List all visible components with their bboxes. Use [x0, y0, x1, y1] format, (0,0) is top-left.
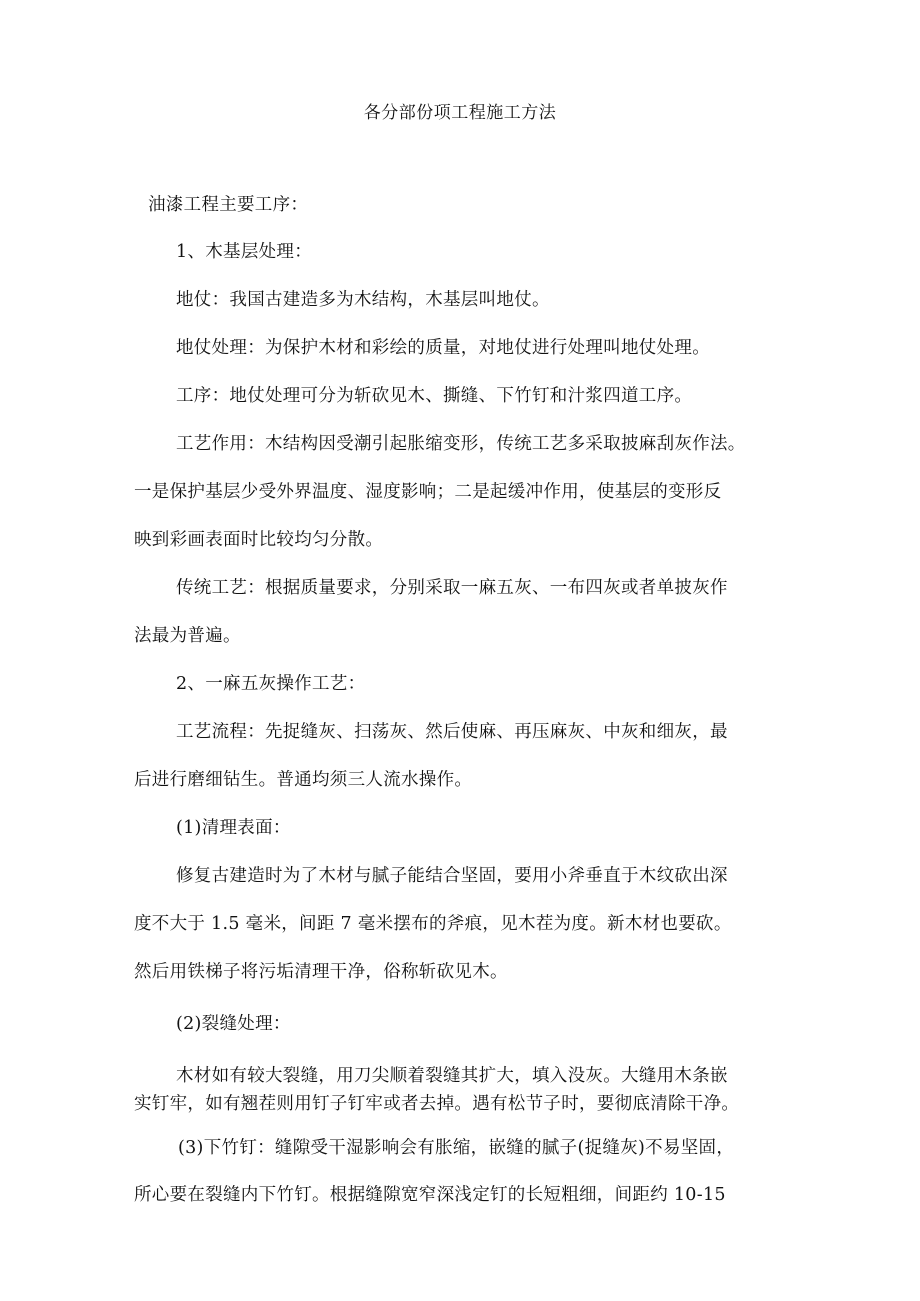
paragraph-line: 油漆工程主要工序： [148, 195, 309, 215]
paragraph-line: 度不大于 1.5 毫米，间距 7 毫米摆布的斧痕，见木茬为度。新木材也要砍。 [134, 914, 732, 934]
paragraph-line: 映到彩画表面时比较均匀分散。 [134, 530, 384, 550]
paragraph-line: 木材如有较大裂缝，用刀尖顺着裂缝其扩大，填入没灰。大缝用木条嵌 [176, 1066, 728, 1086]
paragraph-line: 地仗：我国古建造多为木结构，木基层叫地仗。 [176, 290, 550, 310]
paragraph-line: 实钉牢，如有翘茬则用钉子钉牢或者去掉。遇有松节子时，要彻底清除干净。 [134, 1094, 740, 1114]
subsection-heading: (2)裂缝处理： [176, 1014, 291, 1034]
paragraph-line: 工艺作用：木结构因受潮引起胀缩变形，传统工艺多采取披麻刮灰作法。 [176, 434, 746, 454]
paragraph-line: 传统工艺：根据质量要求，分别采取一麻五灰、一布四灰或者单披灰作 [176, 578, 728, 598]
paragraph-line: 一是保护基层少受外界温度、湿度影响；二是起缓冲作用，使基层的变形反 [134, 482, 722, 502]
document-title: 各分部份项工程施工方法 [363, 103, 557, 123]
paragraph-line: (3)下竹钉：缝隙受干湿影响会有胀缩，嵌缝的腻子(捉缝灰)不易坚固， [178, 1138, 735, 1158]
paragraph-line: 地仗处理：为保护木材和彩绘的质量，对地仗进行处理叫地仗处理。 [176, 338, 710, 358]
paragraph-line: 然后用铁梯子将污垢清理干净，俗称斩砍见木。 [134, 962, 508, 982]
section-heading: 2、一麻五灰操作工艺： [176, 674, 366, 694]
paragraph-line: 工序：地仗处理可分为斩砍见木、撕缝、下竹钉和汁浆四道工序。 [176, 386, 693, 406]
paragraph-line: 所心要在裂缝内下竹钉。根据缝隙宽窄深浅定钉的长短粗细，间距约 10-15 [134, 1185, 726, 1205]
section-heading: 1、木基层处理： [176, 242, 313, 262]
subsection-heading: (1)清理表面： [176, 818, 291, 838]
paragraph-line: 工艺流程：先捉缝灰、扫荡灰、然后使麻、再压麻灰、中灰和细灰，最 [176, 722, 728, 742]
paragraph-line: 法最为普遍。 [134, 626, 241, 646]
paragraph-line: 修复古建造时为了木材与腻子能结合坚固，要用小斧垂直于木纹砍出深 [176, 866, 728, 886]
paragraph-line: 后进行磨细钻生。普通均须三人流水操作。 [134, 770, 473, 790]
